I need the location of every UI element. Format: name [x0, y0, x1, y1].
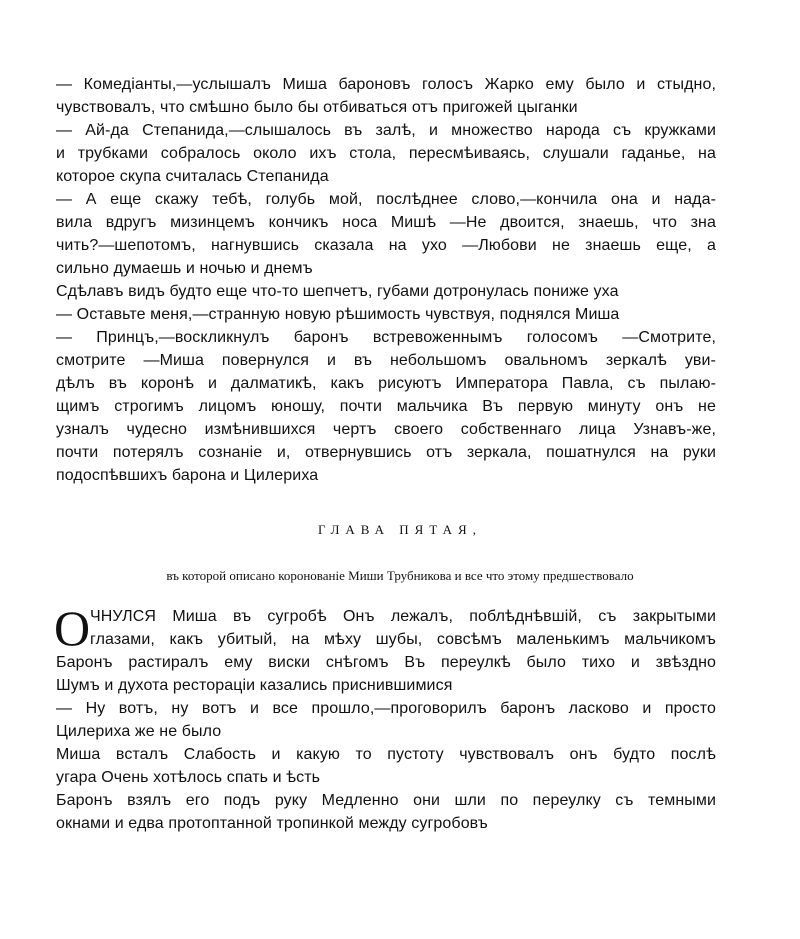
- text-line: и трубками собралось около ихъ стола, пересмѣиваясь, слушали гаданье, на: [56, 145, 716, 162]
- text-line: вила вдругъ мизинцемъ кончикъ носа Мишѣ —Не двоится, знаешь, что зна: [56, 214, 716, 231]
- text-line: — Ай-да Степанида,—слышалось въ залѣ, и множество народа съ кружками: [56, 122, 716, 139]
- chapter-subtitle: въ которой описано коронованіе Миши Трубникова и все что этому предшествовало: [166, 568, 634, 583]
- text-line: почти потерялъ сознаніе и, отвернувшись отъ зеркала, пошатнулся на руки: [56, 444, 716, 461]
- text-line: угара Очень хотѣлось спать и ѣсть: [56, 769, 321, 786]
- text-line: Миша всталъ Слабость и какую то пустоту чувствовалъ онъ будто послѣ: [56, 746, 716, 763]
- text-line: ЧНУЛСЯ Миша въ сугробѣ Онъ лежалъ, поблѣднѣвшій, съ закрытыми: [90, 608, 716, 625]
- text-line: Баронъ взялъ его подъ руку Медленно они шли по переулку съ темными: [56, 792, 716, 809]
- text-block-chapter-five: [54, 600, 716, 835]
- text-line: смотрите —Миша повернулся и въ небольшомъ овальномъ зеркалѣ уви-: [56, 352, 716, 369]
- text-line: — Оставьте меня,—странную новую рѣшимость чувствуя, поднялся Миша: [56, 306, 620, 323]
- text-line: сильно думаешь и ночью и днемъ: [56, 260, 313, 277]
- text-line: глазами, какъ убитый, на мѣху шубы, совсѣмъ маленькимъ мальчикомъ: [90, 631, 716, 648]
- text-line: окнами и едва протоптанной тропинкой между сугробовъ: [56, 815, 488, 832]
- text-line: — А еще скажу тебѣ, голубь мой, послѣднее слово,—кончила она и нада-: [56, 191, 716, 208]
- text-line: Сдѣлавъ видъ будто еще что-то шепчетъ, губами дотронулась пониже уха: [56, 283, 619, 300]
- chapter-title: ГЛАВА ПЯТАЯ,: [318, 522, 482, 537]
- text-line: Шумъ и духота ресторацiи казались приснившимися: [56, 677, 453, 694]
- text-line: чить?—шепотомъ, нагнувшись сказала на ухо —Любови не знаешь еще, а: [56, 237, 716, 254]
- text-line: Цилериха же не было: [56, 723, 222, 740]
- text-line: — Комедіанты,—услышалъ Миша бароновъ голосъ Жарко ему было и стыдно,: [56, 76, 716, 93]
- drop-cap-letter: О: [54, 600, 91, 656]
- text-line: чувствовалъ, что смѣшно было бы отбиваться отъ пригожей цыганки: [56, 99, 578, 116]
- text-line: Баронъ растиралъ ему виски снѣгомъ Въ переулкѣ было тихо и звѣздно: [56, 654, 716, 671]
- text-line: щимъ строгимъ лицомъ юношу, почти мальчика Въ первую минуту онъ не: [56, 398, 716, 415]
- text-line: дѣлъ въ коронѣ и далматикѣ, какъ рисуютъ Императора Павла, съ пылаю-: [56, 375, 716, 392]
- dropcap-row: [54, 600, 716, 656]
- text-line: подоспѣвшихъ барона и Цилериха: [56, 467, 319, 484]
- text-block-previous-chapter: [56, 73, 716, 487]
- text-line: которое скупа считалась Степанида: [56, 168, 329, 185]
- text-line: узналъ чудесно измѣнившихся чертъ своего собственнаго лица Узнавъ-же,: [56, 421, 716, 438]
- text-line: — Принцъ,—воскликнулъ баронъ встревоженнымъ голосомъ —Смотрите,: [56, 329, 716, 346]
- text-line: — Ну вотъ, ну вотъ и все прошло,—проговорилъ баронъ ласково и просто: [56, 700, 716, 717]
